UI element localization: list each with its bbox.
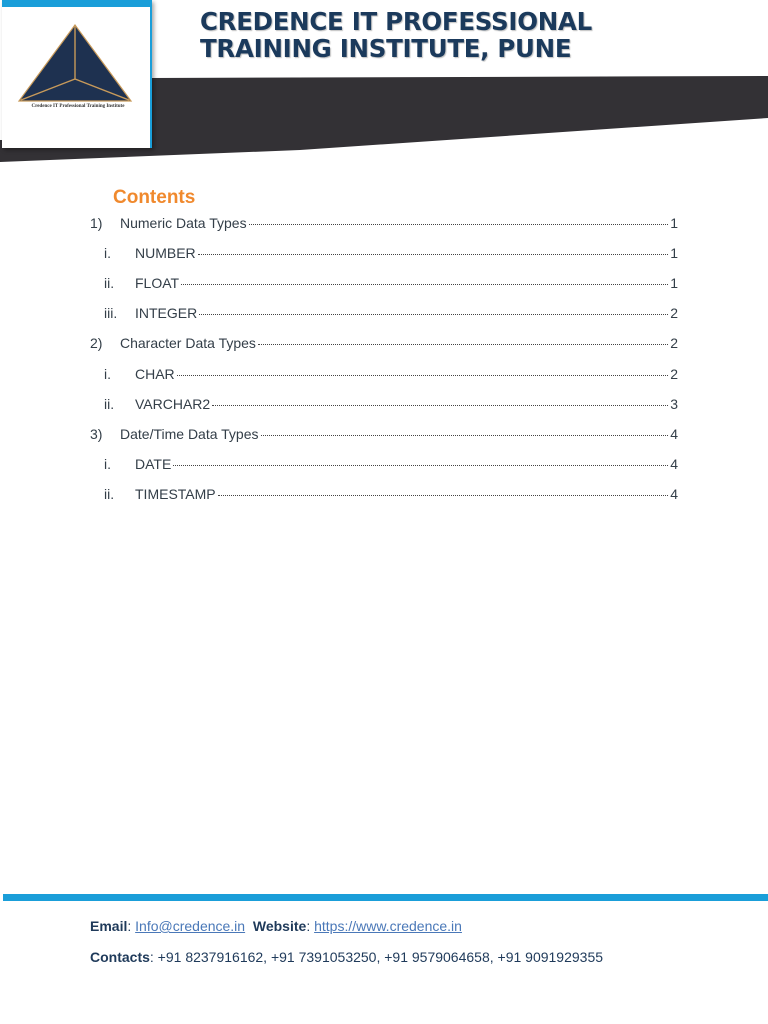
toc-dot-leader bbox=[173, 465, 668, 466]
footer-contacts bbox=[90, 949, 603, 965]
toc-entry[interactable] bbox=[104, 305, 678, 327]
toc-entry-page: 2 bbox=[670, 365, 678, 382]
logo-caption: Credence IT Professional Training Institute bbox=[31, 104, 125, 109]
toc-entry[interactable] bbox=[90, 426, 678, 448]
toc-entry-number: ii. bbox=[104, 395, 115, 412]
toc-entry-title: Numeric Data Types bbox=[120, 215, 247, 231]
toc-entry-title: INTEGER bbox=[135, 305, 198, 322]
email-link[interactable]: Info@credence.in bbox=[135, 918, 246, 934]
toc-entry[interactable] bbox=[104, 245, 678, 267]
toc-dot-leader bbox=[258, 344, 668, 345]
toc-entry[interactable] bbox=[104, 456, 678, 478]
toc-entry[interactable] bbox=[104, 486, 678, 508]
toc-entry-title: Character Data Types bbox=[120, 335, 256, 352]
contacts-label: Contacts bbox=[90, 949, 150, 965]
toc-entry-page: 2 bbox=[670, 305, 678, 322]
toc-entry-number: ii. bbox=[104, 485, 115, 502]
toc-entry-title: DATE bbox=[135, 455, 172, 472]
toc-entry-title: TIMESTAMP bbox=[135, 485, 216, 502]
toc-dot-leader bbox=[261, 435, 669, 436]
toc-entry-title: CHAR bbox=[135, 365, 175, 382]
toc-entry-page: 1 bbox=[670, 245, 678, 262]
institute-title-line1: CREDENCE IT PROFESSIONAL bbox=[200, 7, 592, 36]
toc-entry-number: i. bbox=[104, 365, 111, 382]
institute-title bbox=[200, 8, 592, 62]
toc-entry-title: VARCHAR2 bbox=[135, 395, 211, 412]
toc-entry-page: 1 bbox=[670, 275, 678, 292]
toc-entry[interactable] bbox=[104, 396, 678, 418]
toc-entry-title: FLOAT bbox=[135, 275, 180, 292]
toc-dot-leader bbox=[212, 405, 668, 406]
toc-entry-number: 2) bbox=[90, 335, 103, 352]
toc-entry-number: i. bbox=[104, 245, 111, 262]
toc-dot-leader bbox=[177, 375, 669, 376]
toc-dot-leader bbox=[199, 314, 668, 315]
toc-entry-page: 4 bbox=[670, 485, 678, 502]
toc-entry-page: 2 bbox=[670, 335, 678, 352]
toc-dot-leader bbox=[249, 224, 669, 225]
toc-entry-page: 3 bbox=[670, 395, 678, 412]
toc-entry-number: ii. bbox=[104, 275, 115, 292]
email-label: Email bbox=[90, 918, 128, 934]
toc-entry-page: 1 bbox=[670, 215, 678, 231]
toc-entry[interactable] bbox=[104, 366, 678, 388]
logo bbox=[2, 0, 152, 148]
toc-entry-page: 4 bbox=[670, 425, 678, 442]
toc-entry-number: iii. bbox=[104, 305, 118, 322]
toc-entry-title: NUMBER bbox=[135, 245, 196, 262]
website-link[interactable]: https://www.credence.in bbox=[314, 918, 462, 934]
toc-dot-leader bbox=[198, 254, 669, 255]
contacts-value: : +91 8237916162, +91 7391053250, +91 9579064658, +91 9091929355 bbox=[149, 949, 604, 965]
toc-entry[interactable] bbox=[90, 215, 678, 237]
toc-entry-page: 4 bbox=[670, 455, 678, 472]
toc-entry-number: 3) bbox=[90, 425, 103, 442]
toc-dot-leader bbox=[218, 495, 669, 496]
contents-heading: Contents bbox=[113, 187, 196, 208]
toc-entry[interactable] bbox=[104, 275, 678, 297]
toc-entry[interactable] bbox=[90, 335, 678, 357]
footer-rule bbox=[3, 894, 768, 901]
toc-entry-title: Date/Time Data Types bbox=[120, 425, 259, 442]
website-label: Website bbox=[252, 918, 307, 934]
footer-email-website: Email: Info@credence.in Website: https://www.credence.in bbox=[90, 918, 462, 934]
toc-entry-number: 1) bbox=[90, 215, 103, 231]
institute-title-line2: TRAINING INSTITUTE, PUNE bbox=[200, 34, 572, 63]
triangle-logo-icon bbox=[15, 21, 135, 105]
toc-entry-number: i. bbox=[104, 455, 111, 472]
toc-dot-leader bbox=[181, 284, 668, 285]
